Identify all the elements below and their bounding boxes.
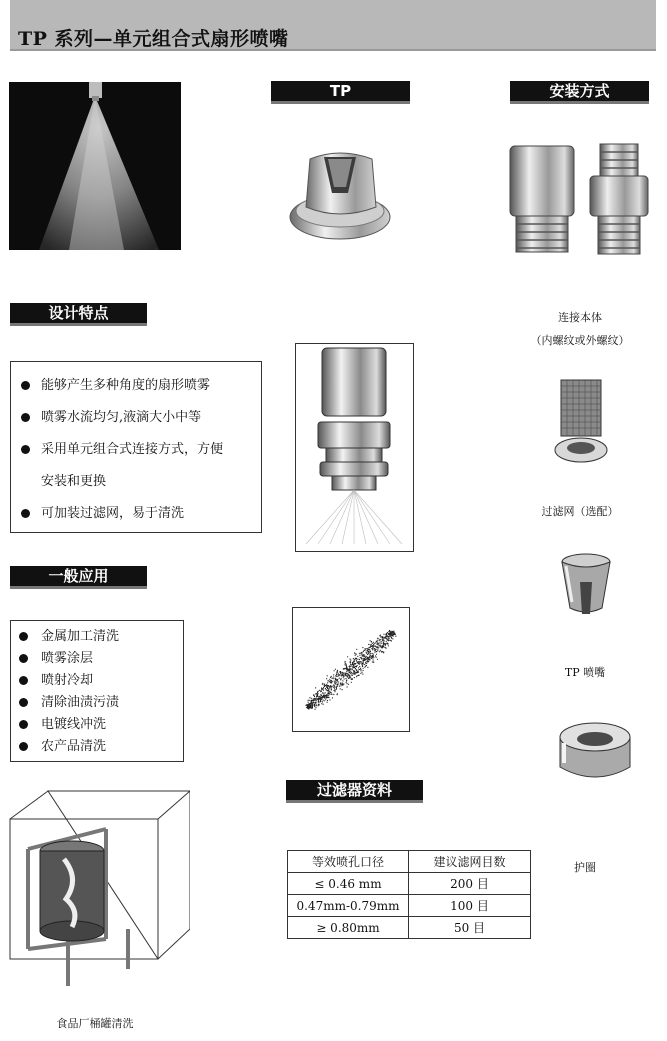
table-cell: 0.47mm-0.79mm — [288, 895, 409, 917]
table-cell: 100 目 — [409, 895, 531, 917]
feature-item: 可加装过滤网，易于清洗 — [11, 498, 261, 530]
retainer-caption: 护圈 — [574, 861, 596, 874]
application-item: 金属加工清洗 — [11, 626, 183, 648]
feature-item: 喷雾水流均匀,液滴大小中等 — [11, 402, 261, 434]
feature-item-continued: 安装和更换 — [41, 474, 107, 489]
tp-nozzle-caption: TP 喷嘴 — [564, 666, 606, 679]
application-item: 喷射冷却 — [11, 670, 183, 692]
feature-item: 能够产生多种角度的扇形喷雾 — [11, 370, 261, 402]
table-cell: 200 目 — [409, 873, 531, 895]
table-row — [288, 895, 531, 917]
retainer-image — [554, 717, 636, 789]
tp-nozzle-image — [288, 137, 392, 245]
table-row — [288, 917, 531, 939]
connector-bodies-image — [498, 140, 658, 258]
install-header: 安装方式 — [510, 81, 649, 104]
connector-caption: 连接本体 — [558, 311, 602, 324]
nozzle-assembly-image — [295, 343, 414, 552]
table-cell: ≥ 0.80mm — [288, 917, 409, 939]
applications-panel — [10, 620, 184, 762]
table-header-row — [288, 851, 531, 873]
table-cell: 50 目 — [409, 917, 531, 939]
application-item: 电镀线冲洗 — [11, 714, 183, 736]
features-panel — [10, 361, 262, 533]
tp-header: TP — [271, 81, 410, 104]
tank-cleaning-image — [8, 789, 190, 986]
tp-nozzle-small-image — [560, 552, 612, 622]
design-header: 设计特点 — [10, 303, 147, 326]
filter-header: 过滤器资料 — [286, 780, 423, 803]
table-cell: ≤ 0.46 mm — [288, 873, 409, 895]
page-title: TP 系列—单元组合式扇形喷嘴 — [18, 28, 289, 50]
application-item: 农产品清洗 — [11, 736, 183, 758]
applications-header: 一般应用 — [10, 566, 147, 589]
title-bar — [10, 0, 656, 51]
spray-photo — [9, 82, 181, 250]
application-item: 喷雾涂层 — [11, 648, 183, 670]
filter-table — [287, 850, 531, 939]
tank-caption: 食品厂桶罐清洗 — [56, 1017, 134, 1030]
table-header: 建议滤网目数 — [409, 851, 531, 873]
strainer-caption: 过滤网（选配） — [541, 505, 619, 518]
table-header: 等效喷孔口径 — [288, 851, 409, 873]
table-row — [288, 873, 531, 895]
spray-pattern-image — [292, 607, 410, 732]
feature-item: 采用单元组合式连接方式，方便 — [11, 434, 261, 466]
strainer-image — [553, 376, 609, 468]
application-item: 清除油渍污渍 — [11, 692, 183, 714]
thread-caption: （内螺纹或外螺纹） — [530, 334, 630, 347]
